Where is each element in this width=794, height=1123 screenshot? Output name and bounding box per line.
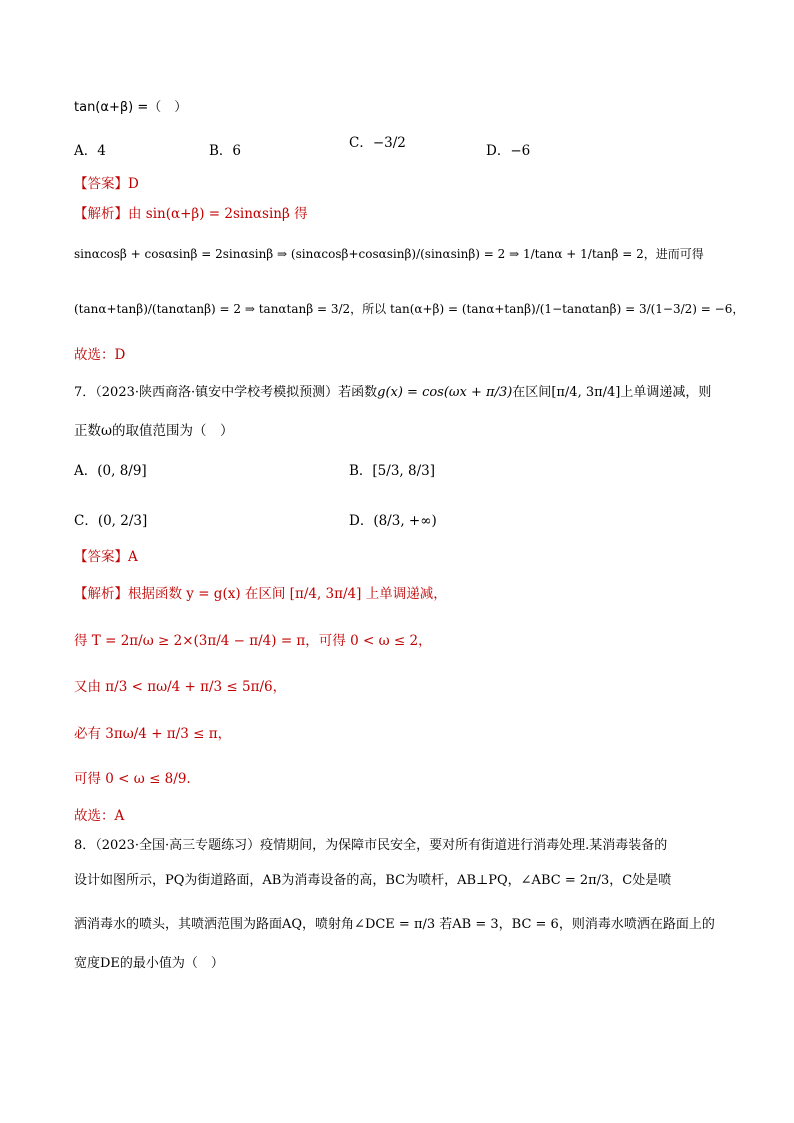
choice-text: 故选：A: [74, 808, 125, 824]
q7-stem-suffix: 上单调递减，则: [620, 385, 712, 400]
analysis-text: sinαcosβ + cosαsinβ = 2sinαsinβ ⇒ (sinαcosβ+cosαsinβ)/(sinαsinβ) = 2 ⇒ 1/tanα + 1/tanβ = 2，进而可得: [74, 247, 704, 261]
q6-option-c-label: C．: [349, 135, 373, 151]
analysis-text: 得 T = 2π/ω ≥ 2×(3π/4 − π/4) = π，可得 0 < ω ≤ 2，: [74, 633, 432, 649]
q7-stem-prefix: 7．（2023·陕西商洛·镇安中学校考模拟预测）若函数: [74, 385, 378, 400]
q7-stem-interval: [π/4, 3π/4]: [551, 385, 621, 400]
q7-answer: [74, 548, 138, 566]
choice-text: 故选：D: [74, 347, 126, 363]
analysis-text: 必有 3πω/4 + π/3 ≤ π，: [74, 726, 232, 742]
q7-analysis-line2: [74, 632, 432, 650]
q7-analysis-line5: [74, 770, 191, 788]
analysis-text: 根据函数 y = g(x) 在区间 [π/4, 3π/4] 上单调递减，: [128, 586, 447, 602]
q7-stem-text: 正数ω的取值范围为（ ）: [74, 423, 234, 439]
q6-option-c-value: −3/2: [372, 135, 406, 151]
q7-stem-line1: [74, 384, 711, 402]
q7-stem-mid: 在区间: [512, 385, 552, 400]
q6-analysis-line1: [74, 205, 308, 223]
q8-line2: [74, 872, 671, 890]
q6-choice: [74, 346, 125, 364]
analysis-tag: 【解析】: [74, 586, 128, 602]
answer-tag: 【答案】: [74, 549, 128, 565]
q8-text: 洒消毒水的喷头，其喷洒范围为路面AQ，喷射角∠DCE = π/3 若AB = 3，BC = 6，则消毒水喷洒在路面上的: [74, 917, 715, 932]
q8-text: 8．（2023·全国·高三专题练习）疫情期间，为保障市民安全，要对所有街道进行消毒处理.某消毒装备的: [74, 838, 668, 853]
answer-value: D: [128, 176, 139, 192]
q7-option-a: A．(0, 8/9]: [74, 463, 147, 479]
q6-answer: [74, 175, 139, 193]
q7-analysis-line4: [74, 725, 231, 743]
answer-value: A: [128, 549, 138, 565]
q7-option-c: C．(0, 2/3]: [74, 513, 148, 529]
q6-stem-text: tan(α+β) =（ ）: [74, 100, 188, 115]
answer-tag: 【答案】: [74, 176, 128, 192]
q8-line4: [74, 955, 224, 973]
q6-option-d: D．−6: [486, 143, 531, 159]
q6-stem: [74, 98, 187, 117]
analysis-text: (tanα+tanβ)/(tanαtanβ) = 2 ⇒ tanαtanβ = 3/2，所以 tan(α+β) = (tanα+tanβ)/(1−tanαtanβ) = 3/(1−3/2) = −6，: [74, 302, 745, 316]
q7-analysis-line1: [74, 585, 447, 603]
analysis-text: 又由 π/3 < πω/4 + π/3 ≤ 5π/6，: [74, 679, 287, 695]
q6-option-a: A．4: [74, 143, 106, 159]
q7-analysis-line3: [74, 678, 286, 696]
q6-option-c: [349, 131, 406, 151]
q7-choice: [74, 807, 124, 825]
q7-stem-line2: [74, 422, 234, 440]
q7-option-b: B．[5/3, 8/3]: [349, 463, 435, 479]
q7-stem-func: g(x) = cos(ωx + π/3): [377, 385, 513, 400]
analysis-tag: 【解析】: [74, 206, 128, 222]
q6-analysis-line2: [74, 245, 704, 263]
q8-text: 宽度DE的最小值为（ ）: [74, 956, 224, 971]
q8-text: 设计如图所示，PQ为街道路面，AB为消毒设备的高，BC为喷杆，AB⊥PQ，∠ABC = 2π/3，C处是喷: [74, 873, 672, 888]
q8-line3: [74, 916, 715, 934]
analysis-text: 可得 0 < ω ≤ 8/9.: [74, 771, 191, 787]
analysis-text: 由 sin(α+β) = 2sinαsinβ 得: [128, 206, 308, 222]
q6-option-b: B．6: [209, 143, 242, 159]
q8-line1: [74, 837, 667, 855]
q7-option-d: D．(8/3, +∞): [349, 513, 437, 529]
q6-analysis-line3: [74, 300, 744, 318]
